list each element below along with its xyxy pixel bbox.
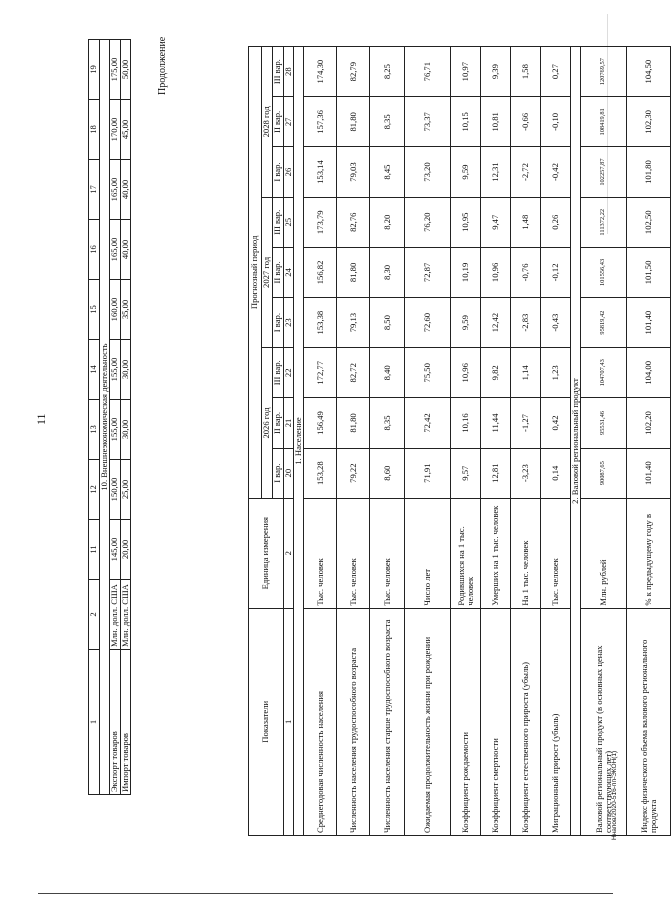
value-cell: 104707,43 [581, 348, 627, 398]
value-cell: 9,59 [451, 147, 481, 197]
value-cell: -0,43 [541, 298, 571, 348]
value-cell: 102,30 [627, 97, 671, 147]
value-cell: 8,25 [370, 47, 405, 97]
value-cell: 9,82 [481, 348, 511, 398]
row-name: Индекс физического объема валового регионального продукта [627, 608, 671, 835]
table-row [120, 40, 131, 795]
value-cell: 101,40 [627, 298, 671, 348]
value-cell: 145,00 [110, 520, 121, 580]
value-cell: 50,00 [120, 40, 131, 100]
value-cell: 20,00 [120, 520, 131, 580]
value-cell: 72,87 [405, 247, 451, 297]
value-cell: 81,80 [337, 398, 370, 448]
value-cell: 150,00 [110, 460, 121, 520]
row-unit: На 1 тыс. человек [511, 498, 541, 608]
value-cell: 10,81 [481, 97, 511, 147]
value-cell: 79,13 [337, 298, 370, 348]
value-cell: 81,80 [337, 97, 370, 147]
value-cell: 1,14 [511, 348, 541, 398]
value-cell: 155,00 [110, 340, 121, 400]
value-cell: 104,00 [627, 348, 671, 398]
row-name: Коэффициент смертности [481, 608, 511, 835]
value-cell: 104,50 [627, 47, 671, 97]
col-number: 14 [89, 340, 100, 400]
value-cell: 10,97 [451, 47, 481, 97]
col-number: 28 [284, 47, 294, 97]
col-number: 11 [89, 520, 100, 580]
table-row [541, 47, 571, 836]
value-cell: 10,15 [451, 97, 481, 147]
value-cell: 101,40 [627, 448, 671, 498]
value-cell: 30,00 [120, 340, 131, 400]
value-cell: 102,20 [627, 398, 671, 448]
col-number: 21 [284, 398, 294, 448]
value-cell: 8,35 [370, 97, 405, 147]
header-variant: I вар. [273, 298, 284, 348]
value-cell: 10,19 [451, 247, 481, 297]
row-name: Импорт товаров [120, 650, 131, 795]
value-cell: 82,76 [337, 197, 370, 247]
value-cell: 95531,46 [581, 398, 627, 448]
row-unit: Родившихся на 1 тыс. человек [451, 498, 481, 608]
header-variant: III вар. [273, 47, 284, 97]
header-indicators: Показатели [249, 608, 284, 835]
row-name: Экспорт товаров [110, 650, 121, 795]
row-unit: Тыс. человек [337, 498, 370, 608]
value-cell: 9,47 [481, 197, 511, 247]
table-row [337, 47, 370, 836]
value-cell: 79,22 [337, 448, 370, 498]
row-unit: Число лет [405, 498, 451, 608]
value-cell: 170,00 [110, 100, 121, 160]
table-row [511, 47, 541, 836]
value-cell: 153,28 [304, 448, 337, 498]
value-cell: 9,39 [481, 47, 511, 97]
value-cell: -0,12 [541, 247, 571, 297]
row-unit: Млн. долл. США [110, 580, 121, 650]
value-cell: 82,72 [337, 348, 370, 398]
table-row [110, 40, 121, 795]
row-unit: Умерших на 1 тыс. человек [481, 498, 511, 608]
table-row [627, 47, 671, 836]
row-name: Коэффициент естественного прироста (убыль) [511, 608, 541, 835]
value-cell: -3,23 [511, 448, 541, 498]
table-row [370, 47, 405, 836]
value-cell: 10,95 [451, 197, 481, 247]
col-number: 27 [284, 97, 294, 147]
section-title-grp: 2. Валовой региональный продукт [571, 47, 581, 836]
value-cell: 156,82 [304, 247, 337, 297]
value-cell: 155,00 [110, 400, 121, 460]
table-row [304, 47, 337, 836]
col-number: 26 [284, 147, 294, 197]
value-cell: 0,26 [541, 197, 571, 247]
col-number: 16 [89, 220, 100, 280]
value-cell: 160,00 [110, 280, 121, 340]
value-cell: 25,00 [120, 460, 131, 520]
value-cell: 175,00 [110, 40, 121, 100]
value-cell: 108419,81 [581, 97, 627, 147]
col-number: 17 [89, 160, 100, 220]
header-variant: II вар. [273, 97, 284, 147]
value-cell: 8,20 [370, 197, 405, 247]
value-cell: 30,00 [120, 400, 131, 460]
value-cell: -0,42 [541, 147, 571, 197]
row-unit: Млн. долл. США [120, 580, 131, 650]
value-cell: 8,50 [370, 298, 405, 348]
value-cell: 8,45 [370, 147, 405, 197]
row-name: Ожидаемая продолжительность жизни при рождении [405, 608, 451, 835]
value-cell: 12,42 [481, 298, 511, 348]
value-cell: -1,27 [511, 398, 541, 448]
value-cell: 8,40 [370, 348, 405, 398]
value-cell: 157,36 [304, 97, 337, 147]
value-cell: 101,80 [627, 147, 671, 197]
value-cell: 81,80 [337, 247, 370, 297]
continuation-label: Продолжение [157, 36, 168, 95]
value-cell: 73,20 [405, 147, 451, 197]
value-cell: 11,44 [481, 398, 511, 448]
row-name: Среднегодовая численность населения [304, 608, 337, 835]
value-cell: 1,48 [511, 197, 541, 247]
value-cell: 71,91 [405, 448, 451, 498]
forecast-table [248, 46, 671, 836]
row-name: Валовой региональный продукт (в основных ценах соответствующих лет) [581, 608, 627, 835]
value-cell: 75,50 [405, 348, 451, 398]
value-cell: 76,20 [405, 197, 451, 247]
value-cell: 76,71 [405, 47, 451, 97]
value-cell: 72,42 [405, 398, 451, 448]
table-row [451, 47, 481, 836]
section-title-population: 1. Население [294, 47, 304, 836]
row-unit: Млн. рублей [581, 498, 627, 608]
header-variant: III вар. [273, 348, 284, 398]
col-number: 1 [89, 650, 100, 795]
col-number: 2 [284, 498, 294, 608]
row-unit: Тыс. человек [304, 498, 337, 608]
footer-code: Ннапов/2020-516-пп-ЭКОН(1) [611, 750, 618, 840]
value-cell: 101,50 [627, 247, 671, 297]
value-cell: 0,27 [541, 47, 571, 97]
value-cell: 72,60 [405, 298, 451, 348]
header-variant: II вар. [273, 247, 284, 297]
page-number: 11 [34, 413, 48, 425]
value-cell: 173,79 [304, 197, 337, 247]
value-cell: 8,35 [370, 398, 405, 448]
value-cell: 172,77 [304, 348, 337, 398]
value-cell: 9,57 [451, 448, 481, 498]
value-cell: 35,00 [120, 280, 131, 340]
table-row [405, 47, 451, 836]
value-cell: 111372,22 [581, 197, 627, 247]
value-cell: 165,00 [110, 160, 121, 220]
value-cell: 90087,65 [581, 448, 627, 498]
value-cell: 174,30 [304, 47, 337, 97]
header-variant: I вар. [273, 147, 284, 197]
header-variant: II вар. [273, 398, 284, 448]
table-row [581, 47, 627, 836]
header-forecast-period: Прогнозный период [249, 47, 262, 499]
table-row [481, 47, 511, 836]
col-number: 23 [284, 298, 294, 348]
col-number: 20 [284, 448, 294, 498]
value-cell: 8,60 [370, 448, 405, 498]
value-cell: 79,03 [337, 147, 370, 197]
value-cell: 165,00 [110, 220, 121, 280]
value-cell: -0,66 [511, 97, 541, 147]
header-variant: III вар. [273, 197, 284, 247]
value-cell: 102,50 [627, 197, 671, 247]
value-cell: 45,00 [120, 100, 131, 160]
value-cell: 156,49 [304, 398, 337, 448]
value-cell: -0,10 [541, 97, 571, 147]
value-cell: 102257,87 [581, 147, 627, 197]
value-cell: 120769,57 [581, 47, 627, 97]
value-cell: 10,16 [451, 398, 481, 448]
header-variant: I вар. [273, 448, 284, 498]
row-unit: Тыс. человек [541, 498, 571, 608]
col-number: 22 [284, 348, 294, 398]
value-cell: -2,72 [511, 147, 541, 197]
header-year-2026: 2026 год [262, 348, 273, 499]
col-number: 19 [89, 40, 100, 100]
col-number: 25 [284, 197, 294, 247]
row-name: Коэффициент рождаемости [451, 608, 481, 835]
row-name: Численность населения трудоспособного возраста [337, 608, 370, 835]
page-bottom-rule [38, 893, 613, 894]
row-name: Миграционный прирост (убыль) [541, 608, 571, 835]
value-cell: 8,30 [370, 247, 405, 297]
value-cell: 73,37 [405, 97, 451, 147]
col-number: 2 [89, 580, 100, 650]
value-cell: -0,76 [511, 247, 541, 297]
col-number: 12 [89, 460, 100, 520]
section-title-foreign-trade: 10. Внешнеэкономическая деятельность [99, 40, 110, 795]
col-number: 1 [284, 608, 294, 835]
value-cell: 95819,42 [581, 298, 627, 348]
header-year-2028: 2028 год [262, 47, 273, 198]
value-cell: 1,58 [511, 47, 541, 97]
value-cell: 12,81 [481, 448, 511, 498]
value-cell: 10,96 [451, 348, 481, 398]
value-cell: 9,59 [451, 298, 481, 348]
value-cell: 153,14 [304, 147, 337, 197]
value-cell: 0,42 [541, 398, 571, 448]
value-cell: -2,83 [511, 298, 541, 348]
value-cell: 82,79 [337, 47, 370, 97]
foreign-trade-header-row [89, 40, 100, 795]
value-cell: 153,38 [304, 298, 337, 348]
header-unit: Единица измерения [249, 498, 284, 608]
value-cell: 40,00 [120, 220, 131, 280]
value-cell: 12,31 [481, 147, 511, 197]
value-cell: 1,23 [541, 348, 571, 398]
row-unit: % к предыдущему году в [627, 498, 671, 608]
col-number: 15 [89, 280, 100, 340]
row-unit: Тыс. человек [370, 498, 405, 608]
value-cell: 40,00 [120, 160, 131, 220]
row-name: Численность населения старше трудоспособного возраста [370, 608, 405, 835]
value-cell: 0,14 [541, 448, 571, 498]
col-number: 13 [89, 400, 100, 460]
value-cell: 10,96 [481, 247, 511, 297]
header-year-2027: 2027 год [262, 197, 273, 348]
col-number: 24 [284, 247, 294, 297]
value-cell: 101556,43 [581, 247, 627, 297]
foreign-trade-table [88, 39, 131, 795]
col-number: 18 [89, 100, 100, 160]
